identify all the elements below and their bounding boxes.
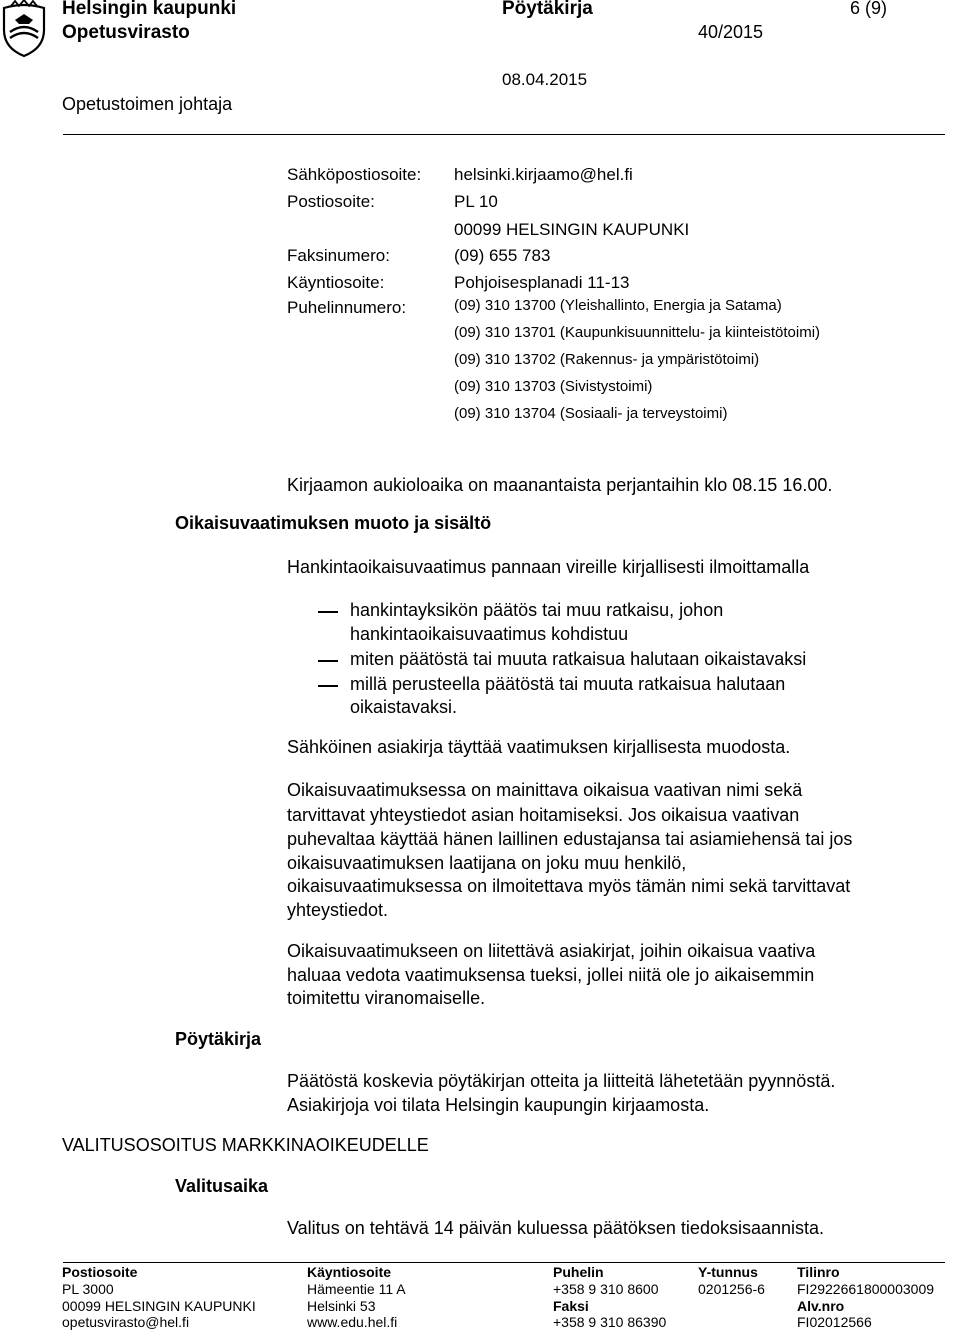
phone-number-line: (09) 310 13703 (Sivistystoimi) xyxy=(454,378,653,395)
minutes-line: Päätöstä koskevia pöytäkirjan otteita ja liitteitä lähetetään pyynnöstä. xyxy=(287,1071,836,1091)
postal-address-label: Postiosoite: xyxy=(287,192,375,211)
paragraph-line: oikaisuvaatimuksessa on ilmoitettava myös tämän nimi sekä tarvittavat xyxy=(287,876,851,896)
footer-value: www.edu.hel.fi xyxy=(307,1314,398,1330)
footer-value: 0201256-6 xyxy=(698,1281,765,1297)
office-hours: Kirjaamon aukioloaika on maanantaista perjantaihin klo 08.15 16.00. xyxy=(287,475,833,495)
phone-number-line: (09) 310 13701 (Kaupunkisuunnittelu- ja kiinteistötoimi) xyxy=(454,324,821,341)
footer-value: FI2922661800003009 xyxy=(797,1281,935,1297)
header-divider xyxy=(63,134,945,135)
page-number: 6 (9) xyxy=(850,0,888,18)
footer-value: 00099 HELSINGIN KAUPUNKI xyxy=(62,1298,256,1314)
footer-value: opetusvirasto@hel.fi xyxy=(62,1314,190,1330)
phone-number-line: (09) 310 13704 (Sosiaali- ja terveystoimi) xyxy=(454,405,728,422)
phone-label: Puhelinnumero: xyxy=(287,298,407,317)
claim-form-heading: Oikaisuvaatimuksen muoto ja sisältö xyxy=(175,513,492,533)
minutes-heading: Pöytäkirja xyxy=(175,1029,262,1049)
footer-value: Hämeentie 11 A xyxy=(307,1281,406,1297)
document-number: 40/2015 xyxy=(698,22,764,42)
fax-value: (09) 655 783 xyxy=(454,246,551,265)
bullet-line: hankintayksikön päätös tai muu ratkaisu, johon xyxy=(350,600,724,620)
visiting-address-label: Käyntiosoite: xyxy=(287,273,385,292)
paragraph-line: tarvittavat yhteystiedot asian hoitamiseksi. Jos oikaisua vaativan xyxy=(287,805,800,825)
fax-label: Faksinumero: xyxy=(287,246,390,265)
footer-label: Y-tunnus xyxy=(698,1264,758,1280)
bullet-line: oikaistavaksi. xyxy=(350,697,458,717)
footer-label: Tilinro xyxy=(797,1264,840,1280)
paragraph-line: Oikaisuvaatimuksessa on mainittava oikaisua vaativan nimi sekä xyxy=(287,780,803,800)
phone-number-line: (09) 310 13700 (Yleishallinto, Energia ja Satama) xyxy=(454,297,782,314)
appeal-period-heading: Valitusaika xyxy=(175,1176,269,1196)
footer-divider xyxy=(63,1262,945,1263)
appeal-period-text: Valitus on tehtävä 14 päivän kuluessa päätöksen tiedoksisaannista. xyxy=(287,1218,825,1238)
footer-value: +358 9 310 8600 xyxy=(553,1281,659,1297)
footer-value: +358 9 310 86390 xyxy=(553,1314,667,1330)
footer-label: Alv.nro xyxy=(797,1298,845,1314)
department-name: Opetusvirasto xyxy=(62,22,190,43)
footer-label: Postiosoite xyxy=(62,1264,138,1280)
footer-label: Faksi xyxy=(553,1298,589,1314)
postal-address-line2: 00099 HELSINGIN KAUPUNKI xyxy=(454,220,690,239)
visiting-address-value: Pohjoisesplanadi 11-13 xyxy=(454,273,630,292)
footer-value: Helsinki 53 xyxy=(307,1298,376,1314)
footer-value: FI02012566 xyxy=(797,1314,872,1330)
minutes-line: Asiakirjoja voi tilata Helsingin kaupungin kirjaamosta. xyxy=(287,1095,710,1115)
office-name: Opetustoimen johtaja xyxy=(62,94,233,114)
footer-value: PL 3000 xyxy=(62,1281,114,1297)
document-type: Pöytäkirja xyxy=(502,0,593,19)
email-value: helsinki.kirjaamo@hel.fi xyxy=(454,165,633,184)
footer-label: Käyntiosoite xyxy=(307,1264,392,1280)
postal-address-line1: PL 10 xyxy=(454,192,498,211)
helsinki-crest-logo xyxy=(1,0,47,58)
org-name: Helsingin kaupunki xyxy=(62,0,237,19)
claim-intro: Hankintaoikaisuvaatimus pannaan vireille kirjallisesti ilmoittamalla xyxy=(287,557,810,577)
paragraph-line: puhevaltaa käyttää hänen laillinen edustajansa tai asiamiehensä tai jos xyxy=(287,829,853,849)
bullet-dash xyxy=(318,685,338,687)
paragraph-line: yhteystiedot. xyxy=(287,900,389,920)
appeal-title: VALITUSOSOITUS MARKKINAOIKEUDELLE xyxy=(62,1135,429,1155)
paragraph-line: toimitettu viranomaiselle. xyxy=(287,988,486,1008)
bullet-dash xyxy=(318,660,338,662)
bullet-line: miten päätöstä tai muuta ratkaisua halutaan oikaistavaksi xyxy=(350,649,807,669)
email-label: Sähköpostiosoite: xyxy=(287,165,422,184)
meeting-date: 08.04.2015 xyxy=(502,70,588,89)
paragraph-line: oikaisuvaatimuksen laatijana on joku muu henkilö, xyxy=(287,853,687,873)
paragraph-line: Oikaisuvaatimukseen on liitettävä asiakirjat, joihin oikaisua vaativa xyxy=(287,941,816,961)
bullet-line: millä perusteella päätöstä tai muuta ratkaisua halutaan xyxy=(350,674,786,694)
bullet-dash xyxy=(318,611,338,613)
electronic-document-note: Sähköinen asiakirja täyttää vaatimuksen kirjallisesta muodosta. xyxy=(287,737,791,757)
phone-number-line: (09) 310 13702 (Rakennus- ja ympäristötoimi) xyxy=(454,351,760,368)
bullet-line: hankintaoikaisuvaatimus kohdistuu xyxy=(350,624,629,644)
footer-label: Puhelin xyxy=(553,1264,604,1280)
paragraph-line: haluaa vedota vaatimuksensa tueksi, jollei niitä ole jo aikaisemmin xyxy=(287,965,815,985)
